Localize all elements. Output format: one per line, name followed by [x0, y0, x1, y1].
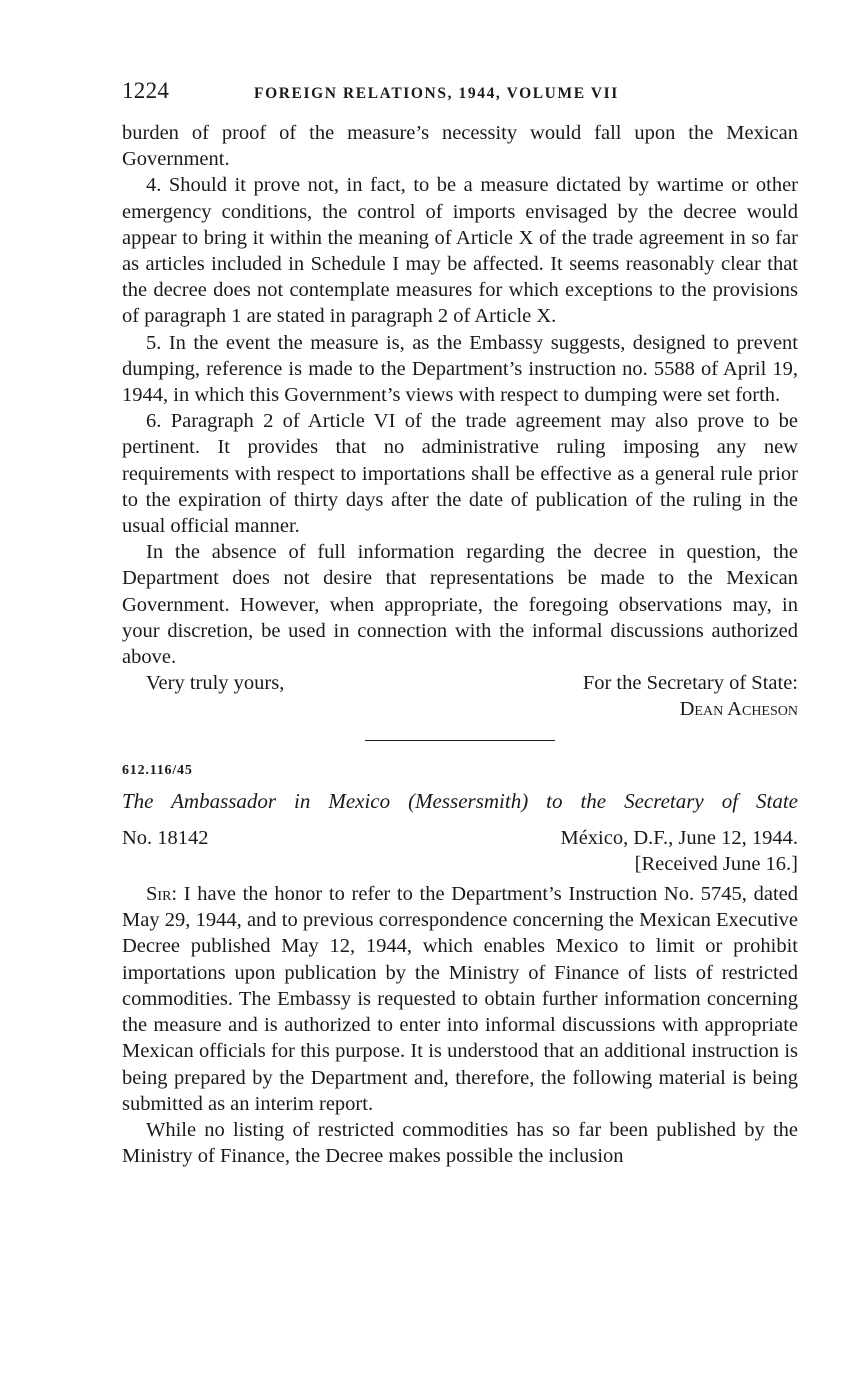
letter-paragraph-1-text: : I have the honor to refer to the Department’s Instruction No. 5745, dated May 29, 1944, and to previous correspondence concerning the Mexican Executive Decree published May 12, 1944, which enables Mexico to limit or prohibit importations upon publication by the Ministry of Finance of lists of restricted commodities. The Embassy is requested to obtain further information concerning the measure and is authorized to enter into informal discussions with appropriate Mexican officials for this purpose. It is understood that an additional instruction is being prepared by the Department and, therefore, the following material is being submitted as an interim report.: [122, 883, 798, 1115]
closing-line: [122, 670, 798, 696]
letter-paragraph-2: While no listing of restricted commodities has so far been published by the Ministry of Finance, the Decree makes possible the inclusion: [122, 1118, 798, 1168]
section-divider: [365, 740, 555, 741]
paragraph-continuation: burden of proof of the measure’s necessity would fall upon the Mexican Government.: [122, 122, 798, 171]
paragraph-6: 6. Paragraph 2 of Article VI of the trade agreement may also prove to be pertinent. It provides that no administrative ruling imposing any new requirements with respect to importations shall be effective as a general rule prior to the expiration of thirty days after the date of publication of the ruling in the usual official manner.: [122, 410, 798, 538]
page-number: 1224: [122, 78, 170, 103]
received-date: [Received June 16.]: [634, 852, 798, 875]
document-page: [122, 78, 798, 1169]
signature-line: For the Secretary of State:: [582, 672, 798, 695]
paragraph-4: 4. Should it prove not, in fact, to be a measure dictated by wartime or other emergency conditions, the control of imports envisaged by the decree would appear to bring it within the meaning of Article X of the trade agreement in so far as articles included in Schedule I may be affected. It seems reasonably clear that the decree does not contemplate measures for which exceptions to the provisions of paragraph 1 are stated in paragraph 2 of Article X.: [122, 174, 798, 328]
complimentary-close: Very truly yours,: [146, 672, 285, 695]
paragraph-5: 5. In the event the measure is, as the Embassy suggests, designed to prevent dumping, reference is made to the Department’s instruction no. 5588 of April 19, 1944, in which this Government’s views with respect to dumping were set forth.: [122, 331, 798, 407]
running-head-title: FOREIGN RELATIONS, 1944, VOLUME VII: [254, 85, 619, 102]
signer-name: Dean Acheson: [679, 698, 798, 721]
document-number: No. 18142: [122, 826, 209, 849]
document-title: The Ambassador in Mexico (Messersmith) to the Secretary of State: [122, 788, 798, 813]
letter-paragraph-1: [122, 881, 798, 1117]
running-head: [122, 78, 798, 110]
place-date: México, D.F., June 12, 1944.: [560, 826, 798, 849]
file-number: 612.116/45: [122, 762, 193, 778]
paragraph-final: In the absence of full information regarding the decree in question, the Department does not desire that representations be made to the Mexican Government. However, when appropriate, the foregoing observations may, in your discretion, be used in connection with the informal discussions authorized above.: [122, 541, 798, 669]
dateline: [122, 825, 798, 851]
salutation: Sir: [146, 883, 172, 906]
